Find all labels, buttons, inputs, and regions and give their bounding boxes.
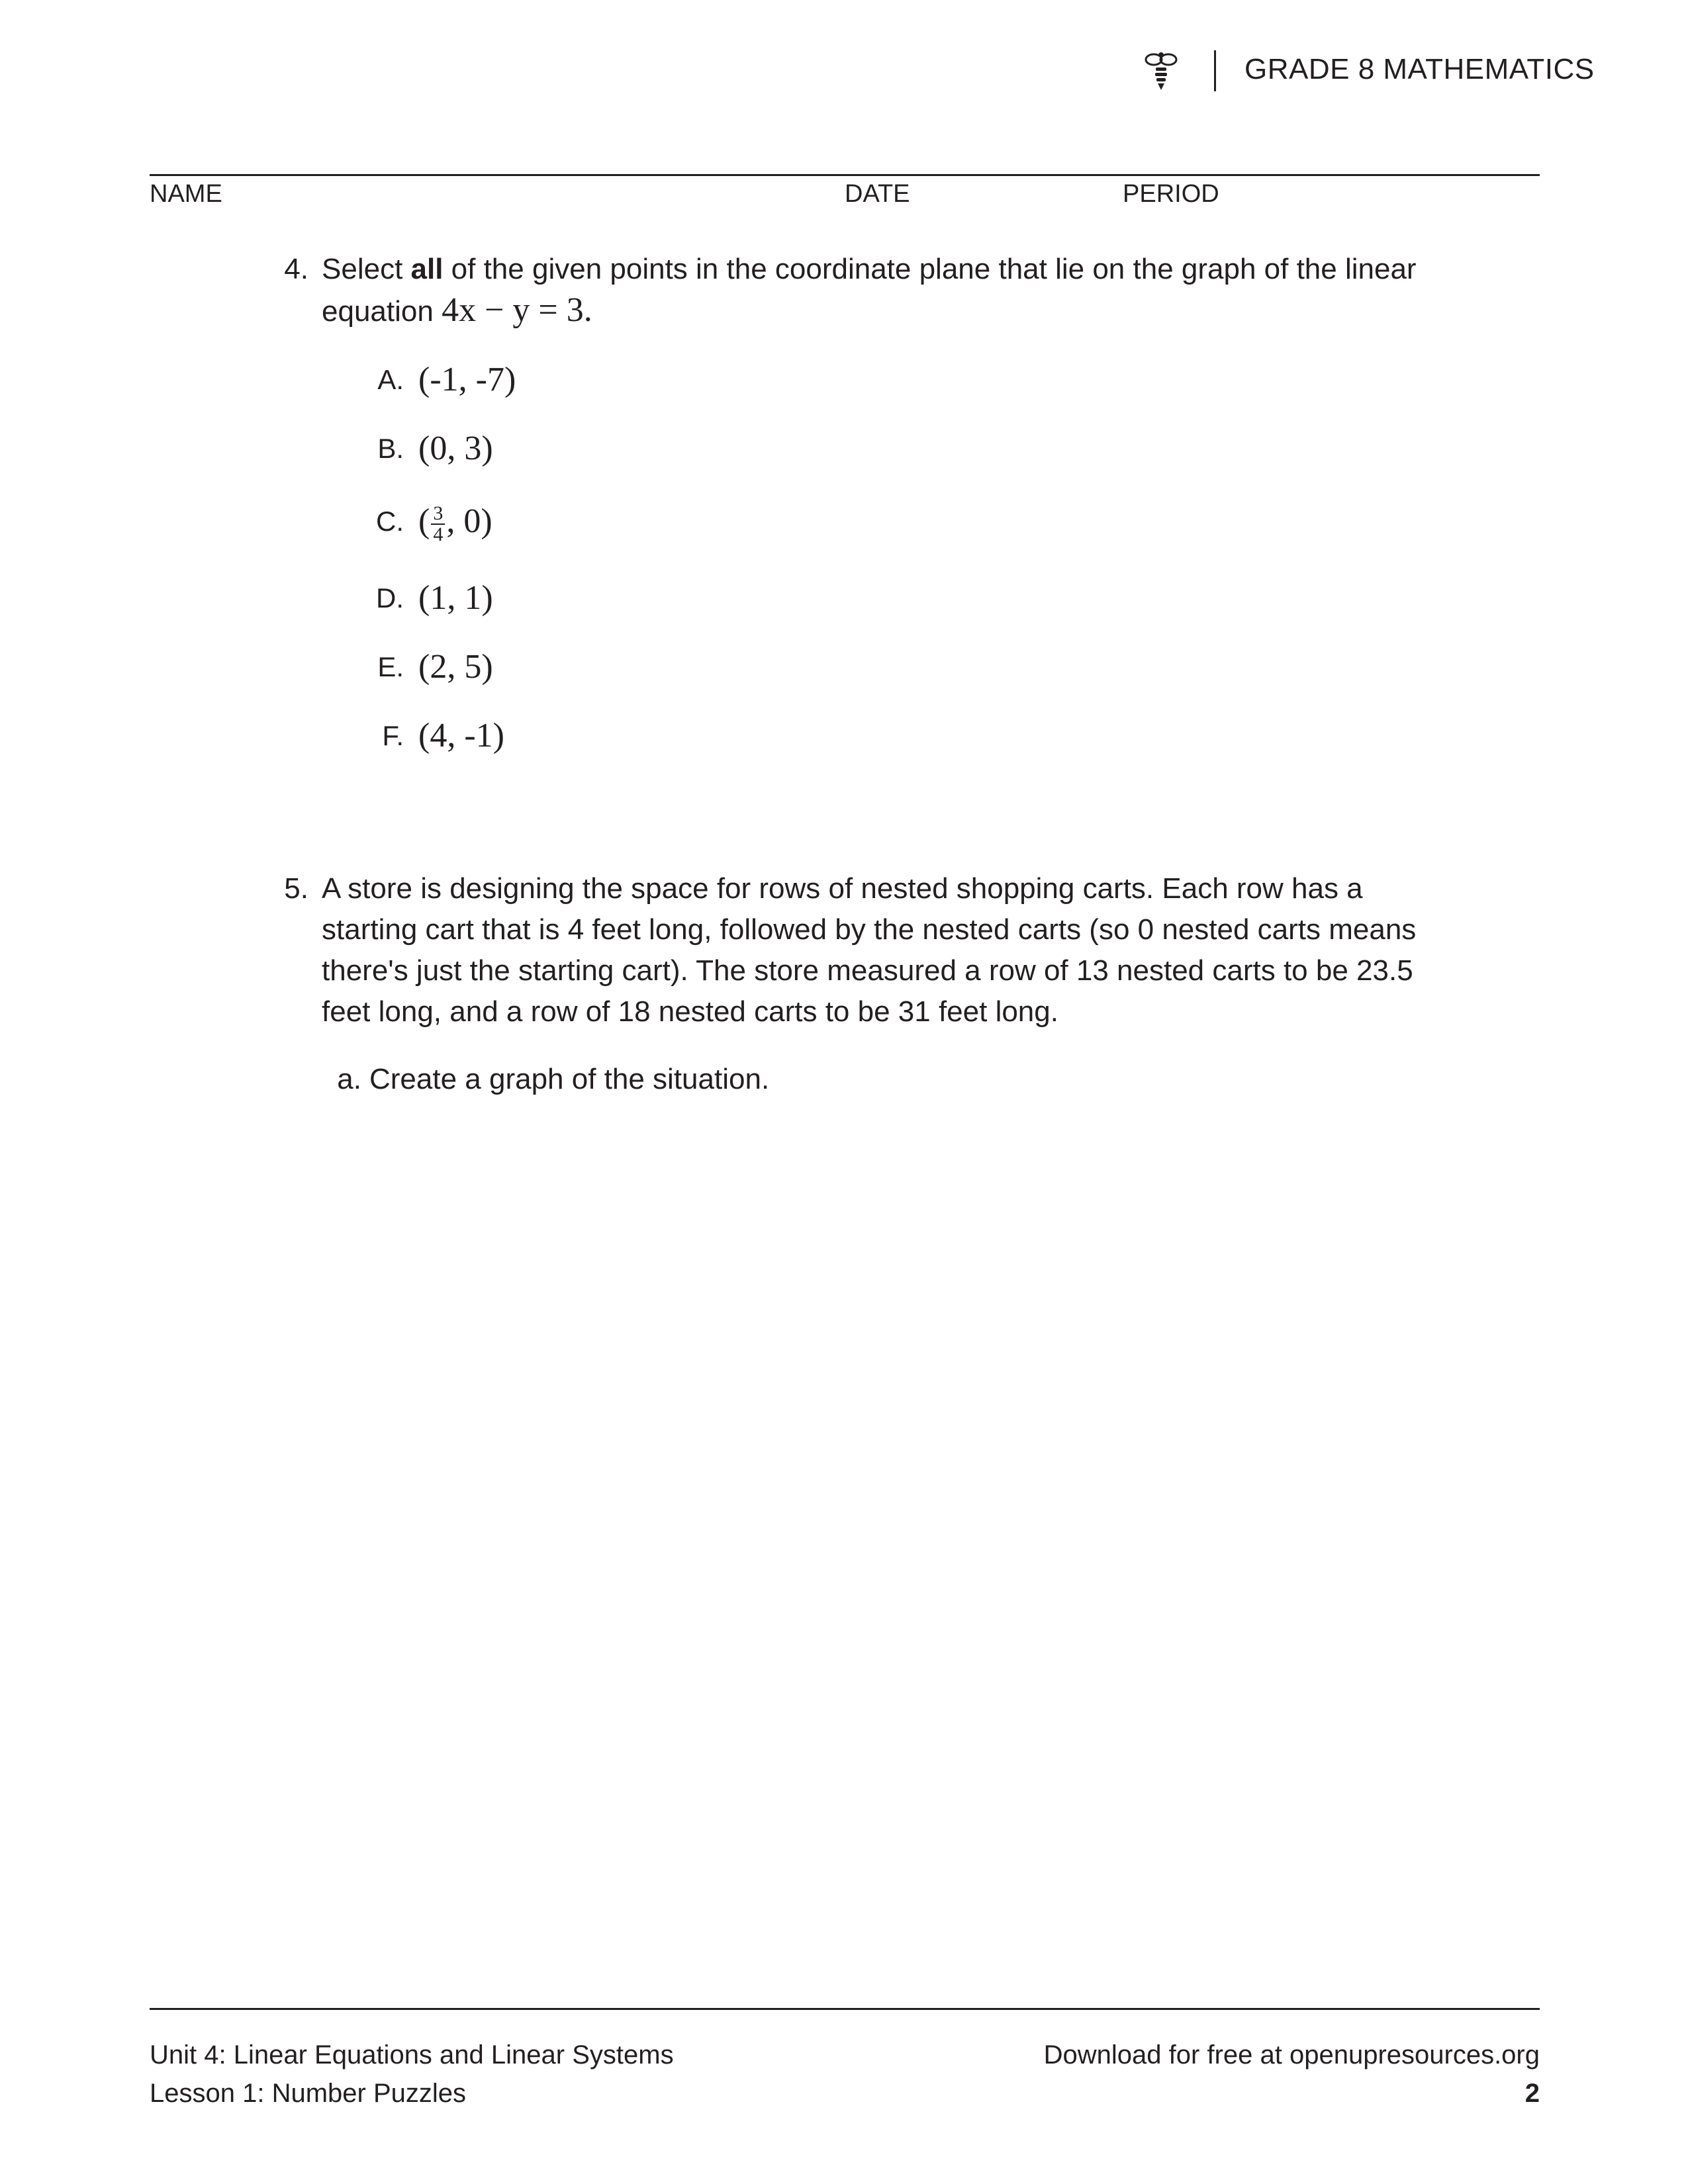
period-label: PERIOD	[1123, 180, 1219, 208]
prompt-text: of the given points in the coordinate plane that lie on the graph of the linear equation	[322, 253, 1417, 328]
footer-lesson: Lesson 1: Number Puzzles	[150, 2079, 467, 2108]
equation: 4x − y = 3.	[442, 291, 592, 329]
prompt-emphasis: all	[410, 253, 444, 285]
option-b[interactable]	[371, 422, 966, 475]
footer-divider	[150, 2008, 1540, 2010]
name-label: NAME	[150, 180, 222, 208]
option-c[interactable]	[371, 495, 966, 548]
page-number: 2	[1524, 2079, 1540, 2108]
option-a[interactable]	[371, 353, 966, 406]
header-divider	[1214, 50, 1216, 91]
option-value: (1, 1)	[418, 579, 493, 617]
option-value: (-1, -7)	[418, 361, 516, 398]
option-value: (0, 3)	[418, 430, 493, 467]
option-letter: B.	[377, 433, 404, 464]
bee-logo-icon	[1144, 49, 1178, 93]
prompt-text: Select	[322, 253, 411, 285]
fraction-numerator: 3	[431, 504, 445, 525]
footer-unit: Unit 4: Linear Equations and Linear Systems	[150, 2040, 674, 2070]
option-d[interactable]	[371, 572, 966, 625]
name-line	[150, 174, 1540, 176]
fraction-denominator: 4	[433, 523, 444, 546]
value-prefix: (	[418, 502, 430, 540]
course-title: GRADE 8 MATHEMATICS	[1244, 53, 1595, 85]
option-f[interactable]	[371, 709, 966, 762]
question-5a-prompt: Create a graph of the situation.	[369, 1063, 770, 1095]
question-5-prompt: A store is designing the space for rows of nested shopping carts. Each row has a starting cart that is 4 feet long, followed by the nested carts (so 0 nested carts means there's just the starting cart). The store measured a row of 13 nested carts to be 23.5 feet long, and a row of 18 nested carts to be 31 feet long.	[322, 872, 1417, 1028]
option-letter: C.	[376, 506, 404, 537]
option-letter: A.	[377, 364, 404, 395]
date-label: DATE	[845, 180, 910, 208]
question-4-prompt	[322, 249, 1447, 332]
footer-download-link[interactable]: Download for free at openupresources.org	[1043, 2040, 1540, 2070]
option-value: (4, -1)	[418, 717, 504, 754]
value-suffix: , 0)	[446, 502, 492, 540]
question-5-number: 5.	[284, 872, 308, 905]
option-letter: E.	[377, 651, 404, 682]
option-e[interactable]	[371, 641, 966, 694]
question-4-number: 4.	[284, 253, 308, 285]
fraction	[431, 504, 445, 545]
option-value: (2, 5)	[418, 648, 493, 686]
question-5a-letter: a.	[337, 1063, 361, 1095]
option-letter: F.	[382, 720, 404, 751]
option-letter: D.	[376, 582, 404, 614]
option-value	[418, 495, 492, 548]
